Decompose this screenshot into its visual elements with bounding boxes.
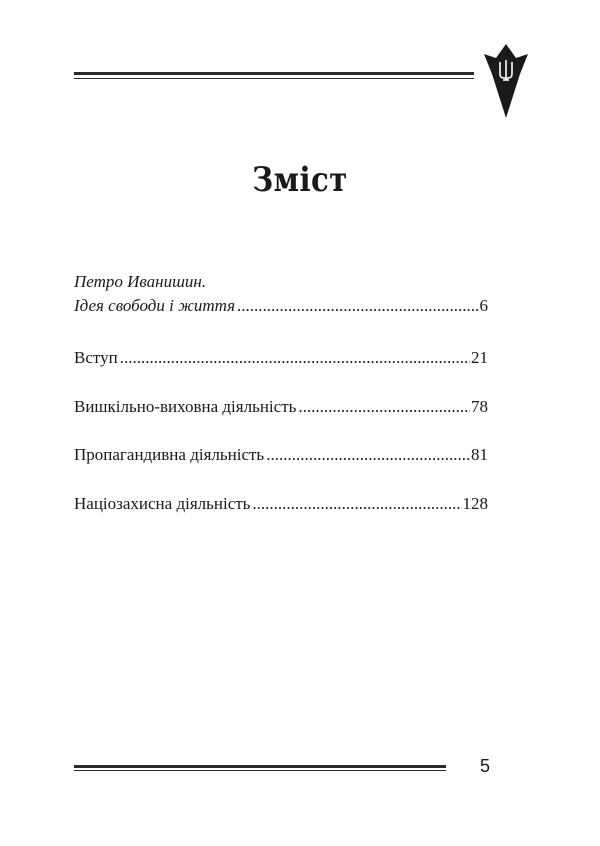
toc-entry-page: 78 [471, 397, 488, 416]
toc-entry-1[interactable] [74, 270, 488, 318]
page-number: 5 [479, 756, 490, 776]
toc-entry-label: Вступ [74, 348, 118, 367]
header-rule-thick-line [74, 72, 474, 75]
toc-row [74, 294, 488, 318]
toc-dot-leader [298, 395, 470, 419]
toc-entry-4[interactable] [74, 443, 488, 467]
toc-entry-2[interactable] [74, 346, 488, 370]
footer-rule-thick-line [74, 765, 446, 768]
toc-dot-leader [266, 443, 470, 467]
toc-entry-label: Ідея свободи і життя [74, 296, 236, 315]
toc-entry-page: 6 [479, 296, 488, 315]
toc-entry-5[interactable] [74, 492, 488, 516]
footer-rule-thin-line [74, 770, 446, 771]
toc-entry-page: 128 [462, 494, 488, 513]
header-rule-thin-line [74, 78, 474, 79]
toc-entry-3[interactable] [74, 395, 488, 419]
toc-entry-label: Пропагандивна діяльність [74, 445, 265, 464]
toc-entry-author: Петро Иванишин. [74, 272, 207, 291]
toc-entry-page: 81 [471, 445, 488, 464]
toc-entry-label: Націозахисна діяльність [74, 494, 251, 513]
toc-dot-leader [252, 492, 461, 516]
toc-entry-page: 21 [471, 348, 488, 367]
toc-dot-leader [237, 294, 478, 318]
page-title: Зміст [252, 160, 348, 200]
toc-dot-leader [120, 346, 470, 370]
trident-emblem-icon [478, 40, 534, 120]
toc-entry-label: Вишкільно-виховна діяльність [74, 397, 297, 416]
